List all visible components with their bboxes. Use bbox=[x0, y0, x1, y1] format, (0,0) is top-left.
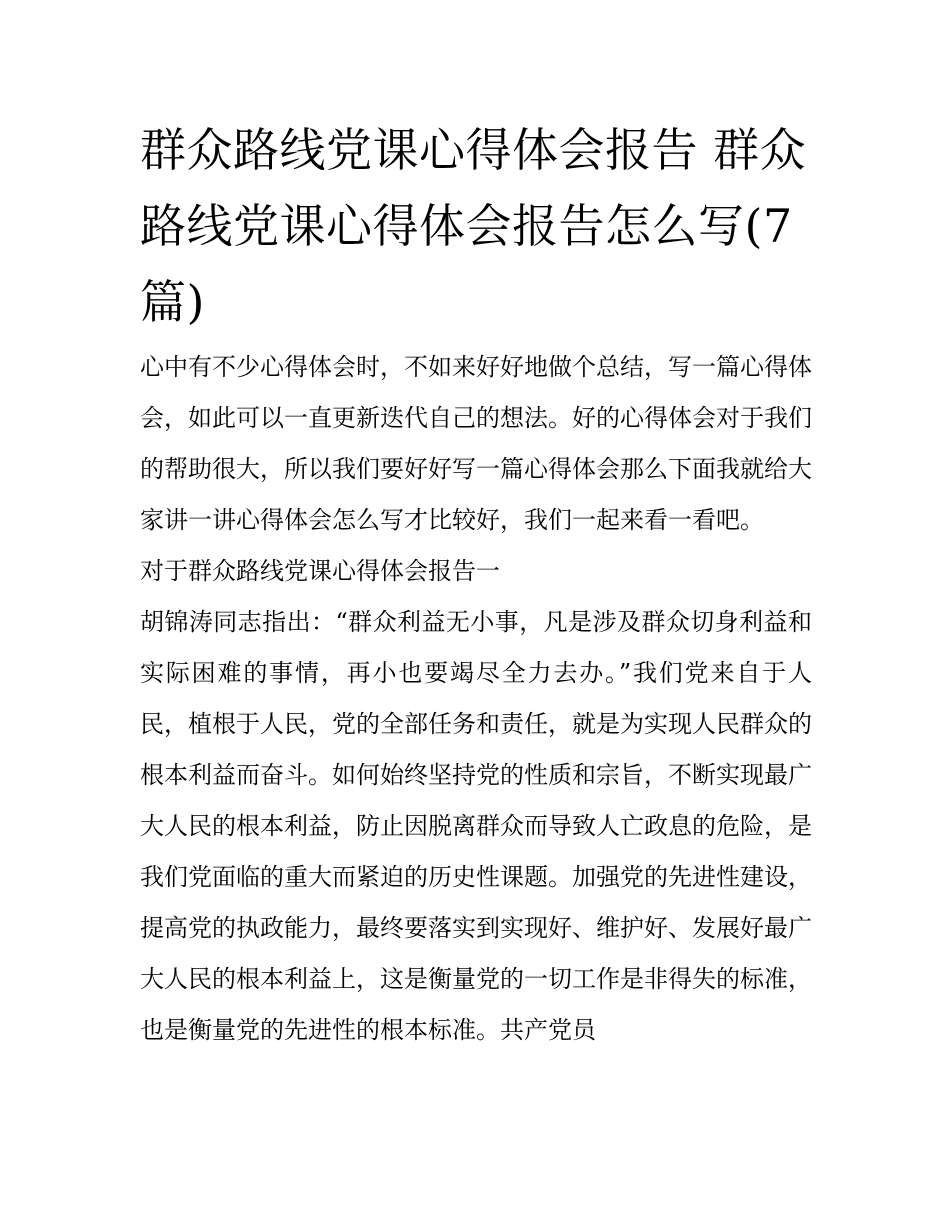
document-title: 群众路线党课心得体会报告 群众路线党课心得体会报告怎么写(7篇) bbox=[140, 123, 807, 329]
document-content bbox=[140, 112, 812, 1056]
section-heading: 对于群众路线党课心得体会报告一 bbox=[140, 557, 500, 585]
body-paragraph: 胡锦涛同志指出：“群众利益无小事，凡是涉及群众切身利益和实际困难的事情，再小也要竭尽全力去办。”我们党来自于人民，植根于人民，党的全部任务和责任，就是为实现人民群众的根本利益而奋斗。如何始终坚持党的性质和宗旨，不断实现最广大人民的根本利益，防止因脱离群众而导致人亡政息的危险，是我们党面临的重大而紧迫的历史性课题。加强党的先进性建设，提高党的执政能力，最终要落实到实现好、维护好、发展好最广大人民的根本利益上，这是衡量党的一切工作是非得失的标准，也是衡量党的先进性的根本标准。共产党员 bbox=[140, 608, 812, 1044]
intro-paragraph: 心中有不少心得体会时，不如来好好地做个总结，写一篇心得体会，如此可以一直更新迭代自己的想法。好的心得体会对于我们的帮助很大，所以我们要好好写一篇心得体会那么下面我就给大家讲一讲心得体会怎么写才比较好，我们一起来看一看吧。 bbox=[140, 353, 812, 534]
